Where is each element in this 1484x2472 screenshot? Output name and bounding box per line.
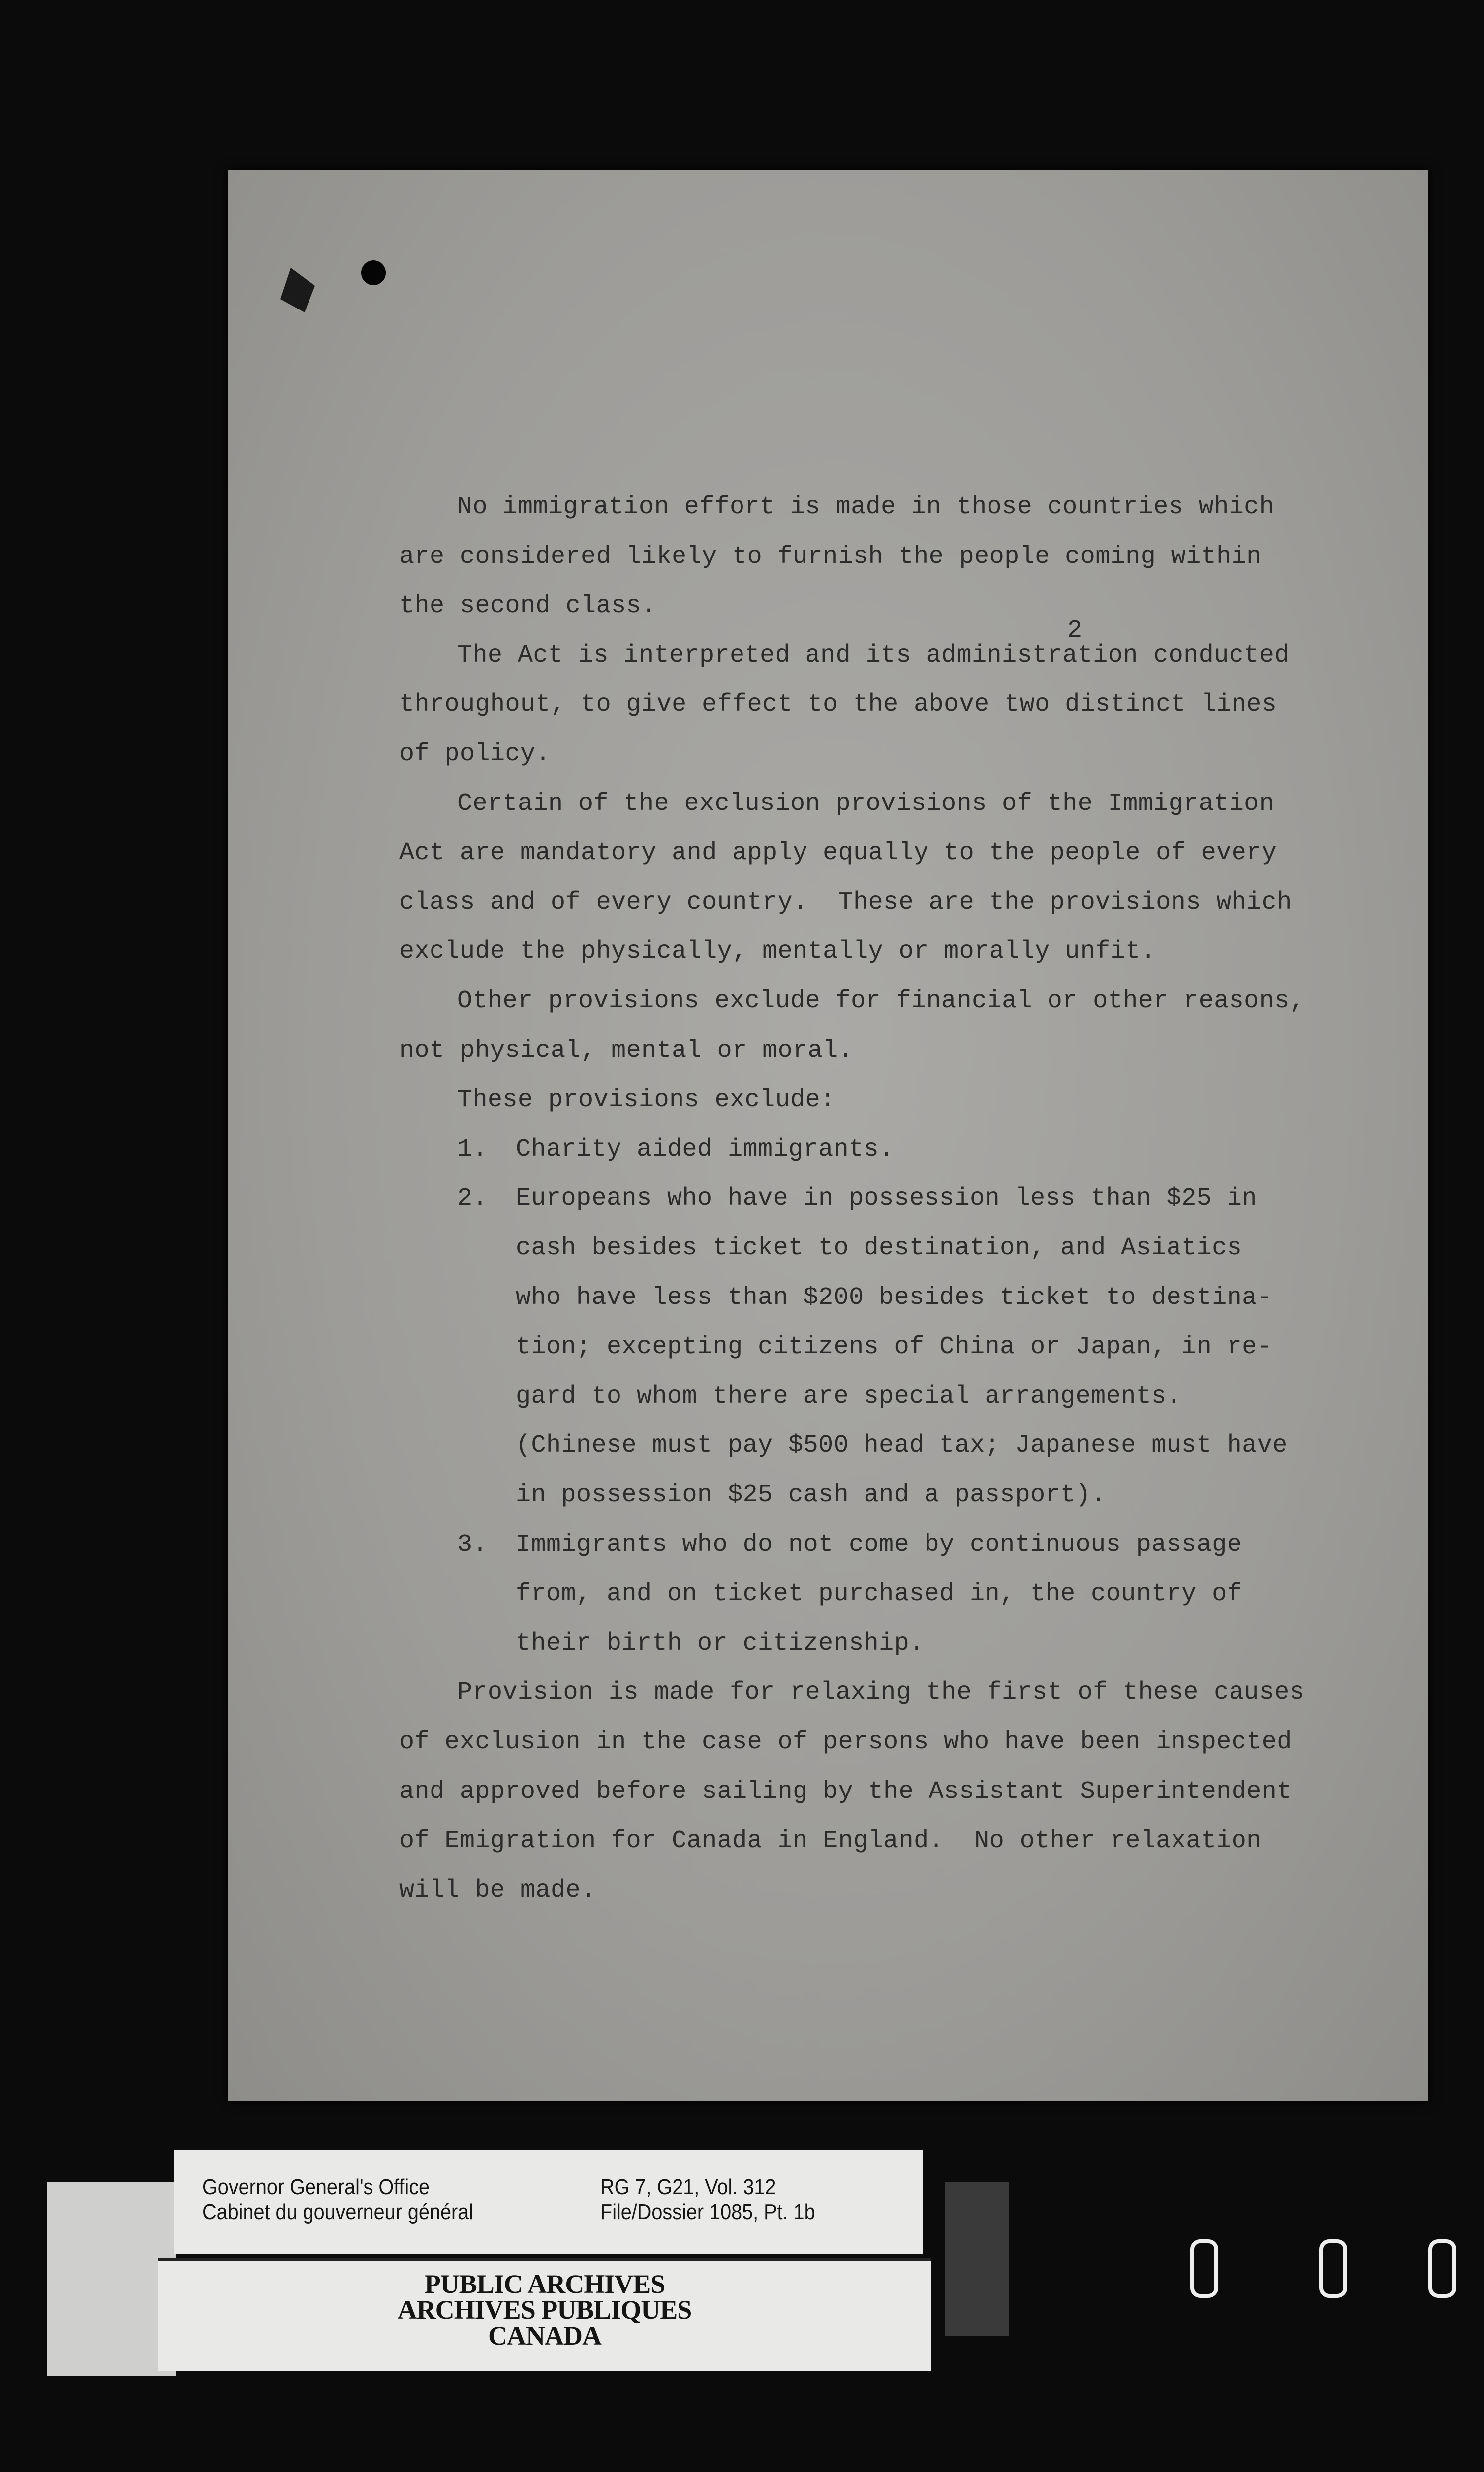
text-line: Europeans who have in possession less than $25 in [516,1184,1257,1213]
text-line: will be made. [399,1876,596,1905]
page-number: 2 [1067,617,1083,645]
archive-reference-label [174,2150,923,2254]
text-line: throughout, to give effect to the above two distinct lines [399,690,1277,719]
text-line: (Chinese must pay $500 head tax; Japanese must have [516,1431,1288,1460]
file-number: File/Dossier 1085, Pt. 1b [600,2200,815,2224]
text-line: The Act is interpreted and its administration conducted [457,641,1290,670]
text-line: Provision is made for relaxing the first of these causes [457,1678,1305,1707]
list-number: 2. [457,1184,488,1213]
text-line: of Emigration for Canada in England. No other relaxation [399,1827,1262,1855]
reference-number: RG 7, G21, Vol. 312 [600,2175,776,2199]
text-line: who have less than $200 besides ticket to destina- [516,1283,1273,1312]
text-line: in possession $25 cash and a passport). [516,1481,1106,1509]
text-line: the second class. [399,592,657,620]
text-line: Immigrants who do not come by continuous passage [516,1530,1242,1559]
text-line: Other provisions exclude for financial or other reasons, [457,987,1305,1015]
text-line: not physical, mental or moral. [399,1036,854,1065]
text-line: Act are mandatory and apply equally to the people of every [399,839,1277,867]
text-line: No immigration effort is made in those countries which [457,493,1275,521]
document-page [228,170,1428,2101]
frame-counter-digit [1428,2239,1456,2298]
text-line: gard to whom there are special arrangements. [516,1382,1182,1411]
text-line: from, and on ticket purchased in, the country of [516,1580,1242,1608]
archives-stamp-label [158,2258,931,2371]
punch-hole [361,260,386,285]
text-line: are considered likely to furnish the people coming within [399,542,1262,571]
text-line: Certain of the exclusion provisions of the Immigration [457,789,1275,818]
right-card-strip [945,2182,1009,2336]
office-fr: Cabinet du gouverneur général [202,2200,473,2224]
text-line: of exclusion in the case of persons who have been inspected [399,1728,1292,1756]
stamp-line-2: ARCHIVES PUBLIQUES [397,2295,692,2325]
stamp-line-1: PUBLIC ARCHIVES [424,2269,665,2299]
text-line: cash besides ticket to destination, and Asiatics [516,1234,1242,1262]
text-line: class and of every country. These are the provisions which [399,888,1292,917]
text-line: Charity aided immigrants. [516,1135,894,1164]
text-line: These provisions exclude: [457,1086,836,1114]
stamp-line-3: CANADA [488,2321,601,2350]
frame-counter-digit [1190,2239,1218,2298]
left-card-strip [47,2182,176,2376]
text-line: and approved before sailing by the Assistant Superintendent [399,1777,1292,1806]
text-line: tion; excepting citizens of China or Japan, in re- [516,1333,1273,1361]
list-number: 1. [457,1135,488,1164]
text-line: their birth or citizenship. [516,1629,925,1658]
text-line: exclude the physically, mentally or morally unfit. [399,937,1156,966]
text-line: of policy. [399,740,551,768]
office-en: Governor General's Office [202,2175,430,2199]
frame-counter-digit [1319,2239,1347,2298]
list-number: 3. [457,1530,488,1559]
